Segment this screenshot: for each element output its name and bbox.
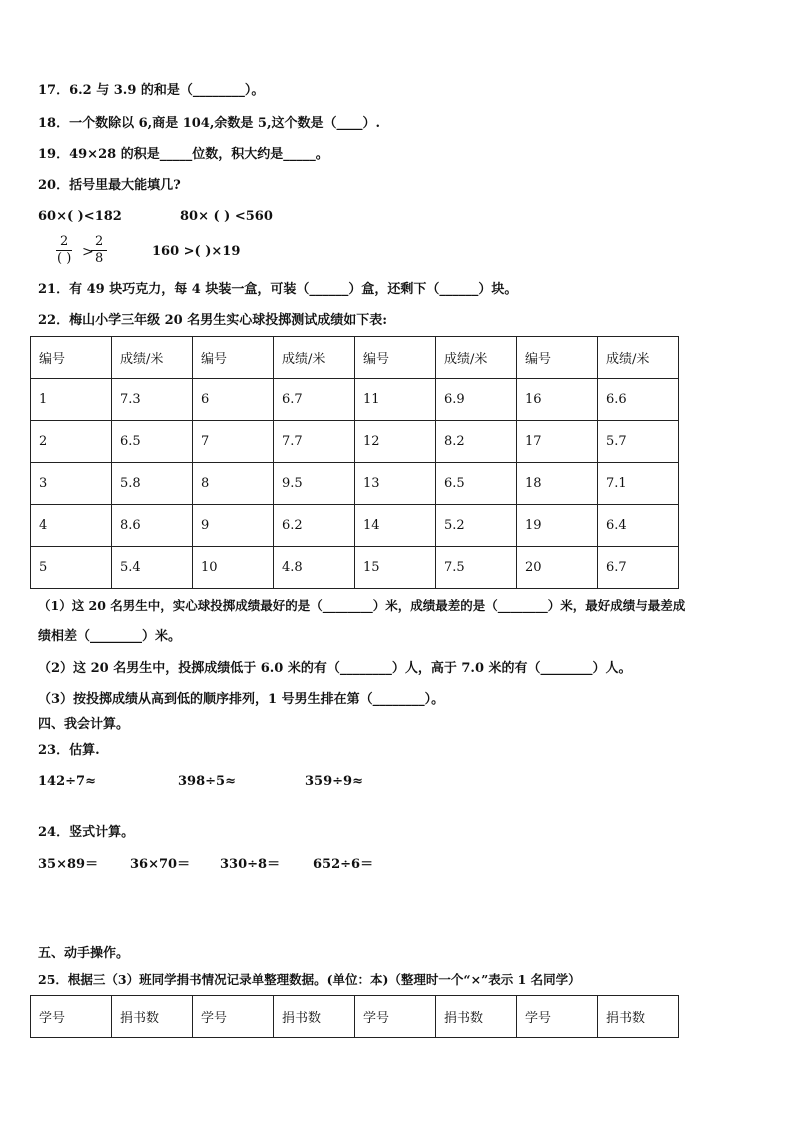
table-cell: 6.9 [436, 379, 517, 421]
q24-item-3: 330÷8＝ [220, 857, 281, 872]
question-23-title: 23．估算. [38, 743, 100, 758]
table-header-cell: 成绩/米 [112, 337, 193, 379]
table-cell: 5.7 [598, 421, 679, 463]
q24-item-2: 36×70＝ [130, 857, 191, 872]
q20-item-2: 80× ( ) <560 [180, 209, 273, 224]
table-header-cell: 捐书数 [112, 996, 193, 1038]
q20-fraction-2 [91, 235, 107, 266]
table-header-cell: 捐书数 [436, 996, 517, 1038]
q20-item-4: 160 >( )×19 [152, 244, 241, 259]
table-header-cell: 成绩/米 [598, 337, 679, 379]
table-cell: 20 [517, 547, 598, 589]
question-17: 17．6.2 与 3.9 的和是（________）。 [38, 83, 265, 98]
table-header-cell: 编号 [355, 337, 436, 379]
fraction-1-numerator: 2 [56, 235, 72, 251]
question-22-title: 22．梅山小学三年级 20 名男生实心球投掷测试成绩如下表: [38, 313, 388, 328]
table-cell: 7.7 [274, 421, 355, 463]
table-cell: 10 [193, 547, 274, 589]
table-cell: 6.7 [598, 547, 679, 589]
table-row [31, 379, 679, 421]
table-cell: 6.7 [274, 379, 355, 421]
question-19: 19．49×28 的积是_____位数，积大约是_____。 [38, 147, 329, 162]
question-25-title: 25．根据三（3）班同学捐书情况记录单整理数据。(单位：本)（整理时一个“×”表示 1 名同学） [38, 972, 581, 987]
section-5-heading: 五、动手操作。 [38, 946, 130, 961]
table-cell: 2 [31, 421, 112, 463]
table-cell: 7.1 [598, 463, 679, 505]
table-header-row [31, 996, 679, 1038]
question-22-sub-3: （3）按投掷成绩从高到低的顺序排列，1 号男生排在第（________）。 [38, 692, 445, 707]
table-cell: 4 [31, 505, 112, 547]
table-header-cell: 编号 [517, 337, 598, 379]
question-22-sub-1a: （1）这 20 名男生中，实心球投掷成绩最好的是（________）米，成绩最差的是（________）米，最好成绩与最差成 [38, 598, 686, 613]
table-header-cell: 编号 [31, 337, 112, 379]
q20-item-1: 60×( )<182 [38, 209, 122, 224]
table-cell: 1 [31, 379, 112, 421]
question-22-sub-2: （2）这 20 名男生中，投掷成绩低于 6.0 米的有（________）人，高于 7.0 米的有（________）人。 [38, 661, 632, 676]
table-row [31, 547, 679, 589]
fraction-2-numerator: 2 [91, 235, 107, 251]
table-cell: 13 [355, 463, 436, 505]
table-cell: 5.8 [112, 463, 193, 505]
table-cell: 5.2 [436, 505, 517, 547]
question-21: 21．有 49 块巧克力，每 4 块装一盒，可装（______）盒，还剩下（______）块。 [38, 282, 518, 297]
table-cell: 17 [517, 421, 598, 463]
table-cell: 7 [193, 421, 274, 463]
table-cell: 8.6 [112, 505, 193, 547]
table-header-row [31, 337, 679, 379]
q24-item-4: 652÷6＝ [313, 857, 374, 872]
section-4-heading: 四、我会计算。 [38, 717, 130, 732]
table-header-cell: 学号 [31, 996, 112, 1038]
question-18: 18．一个数除以 6,商是 104,余数是 5,这个数是（____）. [38, 116, 380, 131]
table-cell: 12 [355, 421, 436, 463]
fraction-2-denominator: 8 [95, 251, 104, 266]
fraction-1-denominator: ( ) [57, 251, 72, 266]
table-header-cell: 捐书数 [274, 996, 355, 1038]
table-cell: 6.6 [598, 379, 679, 421]
question-24-title: 24．竖式计算。 [38, 825, 135, 840]
table-cell: 7.3 [112, 379, 193, 421]
table-cell: 16 [517, 379, 598, 421]
table-row [31, 421, 679, 463]
table-cell: 6.5 [436, 463, 517, 505]
table-cell: 19 [517, 505, 598, 547]
table-cell: 7.5 [436, 547, 517, 589]
table-cell: 6.2 [274, 505, 355, 547]
table-row [31, 505, 679, 547]
donation-table [30, 995, 679, 1038]
table-header-cell: 捐书数 [598, 996, 679, 1038]
table-cell: 5.4 [112, 547, 193, 589]
table-cell: 18 [517, 463, 598, 505]
table-cell: 14 [355, 505, 436, 547]
q23-item-1: 142÷7≈ [38, 774, 96, 789]
q23-item-3: 359÷9≈ [305, 774, 363, 789]
table-cell: 9.5 [274, 463, 355, 505]
table-cell: 15 [355, 547, 436, 589]
table-header-cell: 编号 [193, 337, 274, 379]
q24-item-1: 35×89＝ [38, 857, 99, 872]
table-cell: 4.8 [274, 547, 355, 589]
table-cell: 6.5 [112, 421, 193, 463]
table-cell: 9 [193, 505, 274, 547]
table-header-cell: 成绩/米 [274, 337, 355, 379]
table-cell: 8 [193, 463, 274, 505]
table-cell: 3 [31, 463, 112, 505]
q23-item-2: 398÷5≈ [178, 774, 236, 789]
question-22-sub-1b: 绩相差（________）米。 [38, 629, 182, 644]
question-20-title: 20．括号里最大能填几? [38, 178, 181, 193]
table-cell: 6 [193, 379, 274, 421]
table-header-cell: 学号 [355, 996, 436, 1038]
table-header-cell: 成绩/米 [436, 337, 517, 379]
score-table [30, 336, 679, 589]
table-header-cell: 学号 [193, 996, 274, 1038]
q20-compare-sign: > [82, 244, 94, 260]
table-cell: 5 [31, 547, 112, 589]
table-cell: 6.4 [598, 505, 679, 547]
table-row [31, 463, 679, 505]
q20-fraction-1 [56, 235, 72, 266]
table-cell: 8.2 [436, 421, 517, 463]
table-cell: 11 [355, 379, 436, 421]
table-header-cell: 学号 [517, 996, 598, 1038]
